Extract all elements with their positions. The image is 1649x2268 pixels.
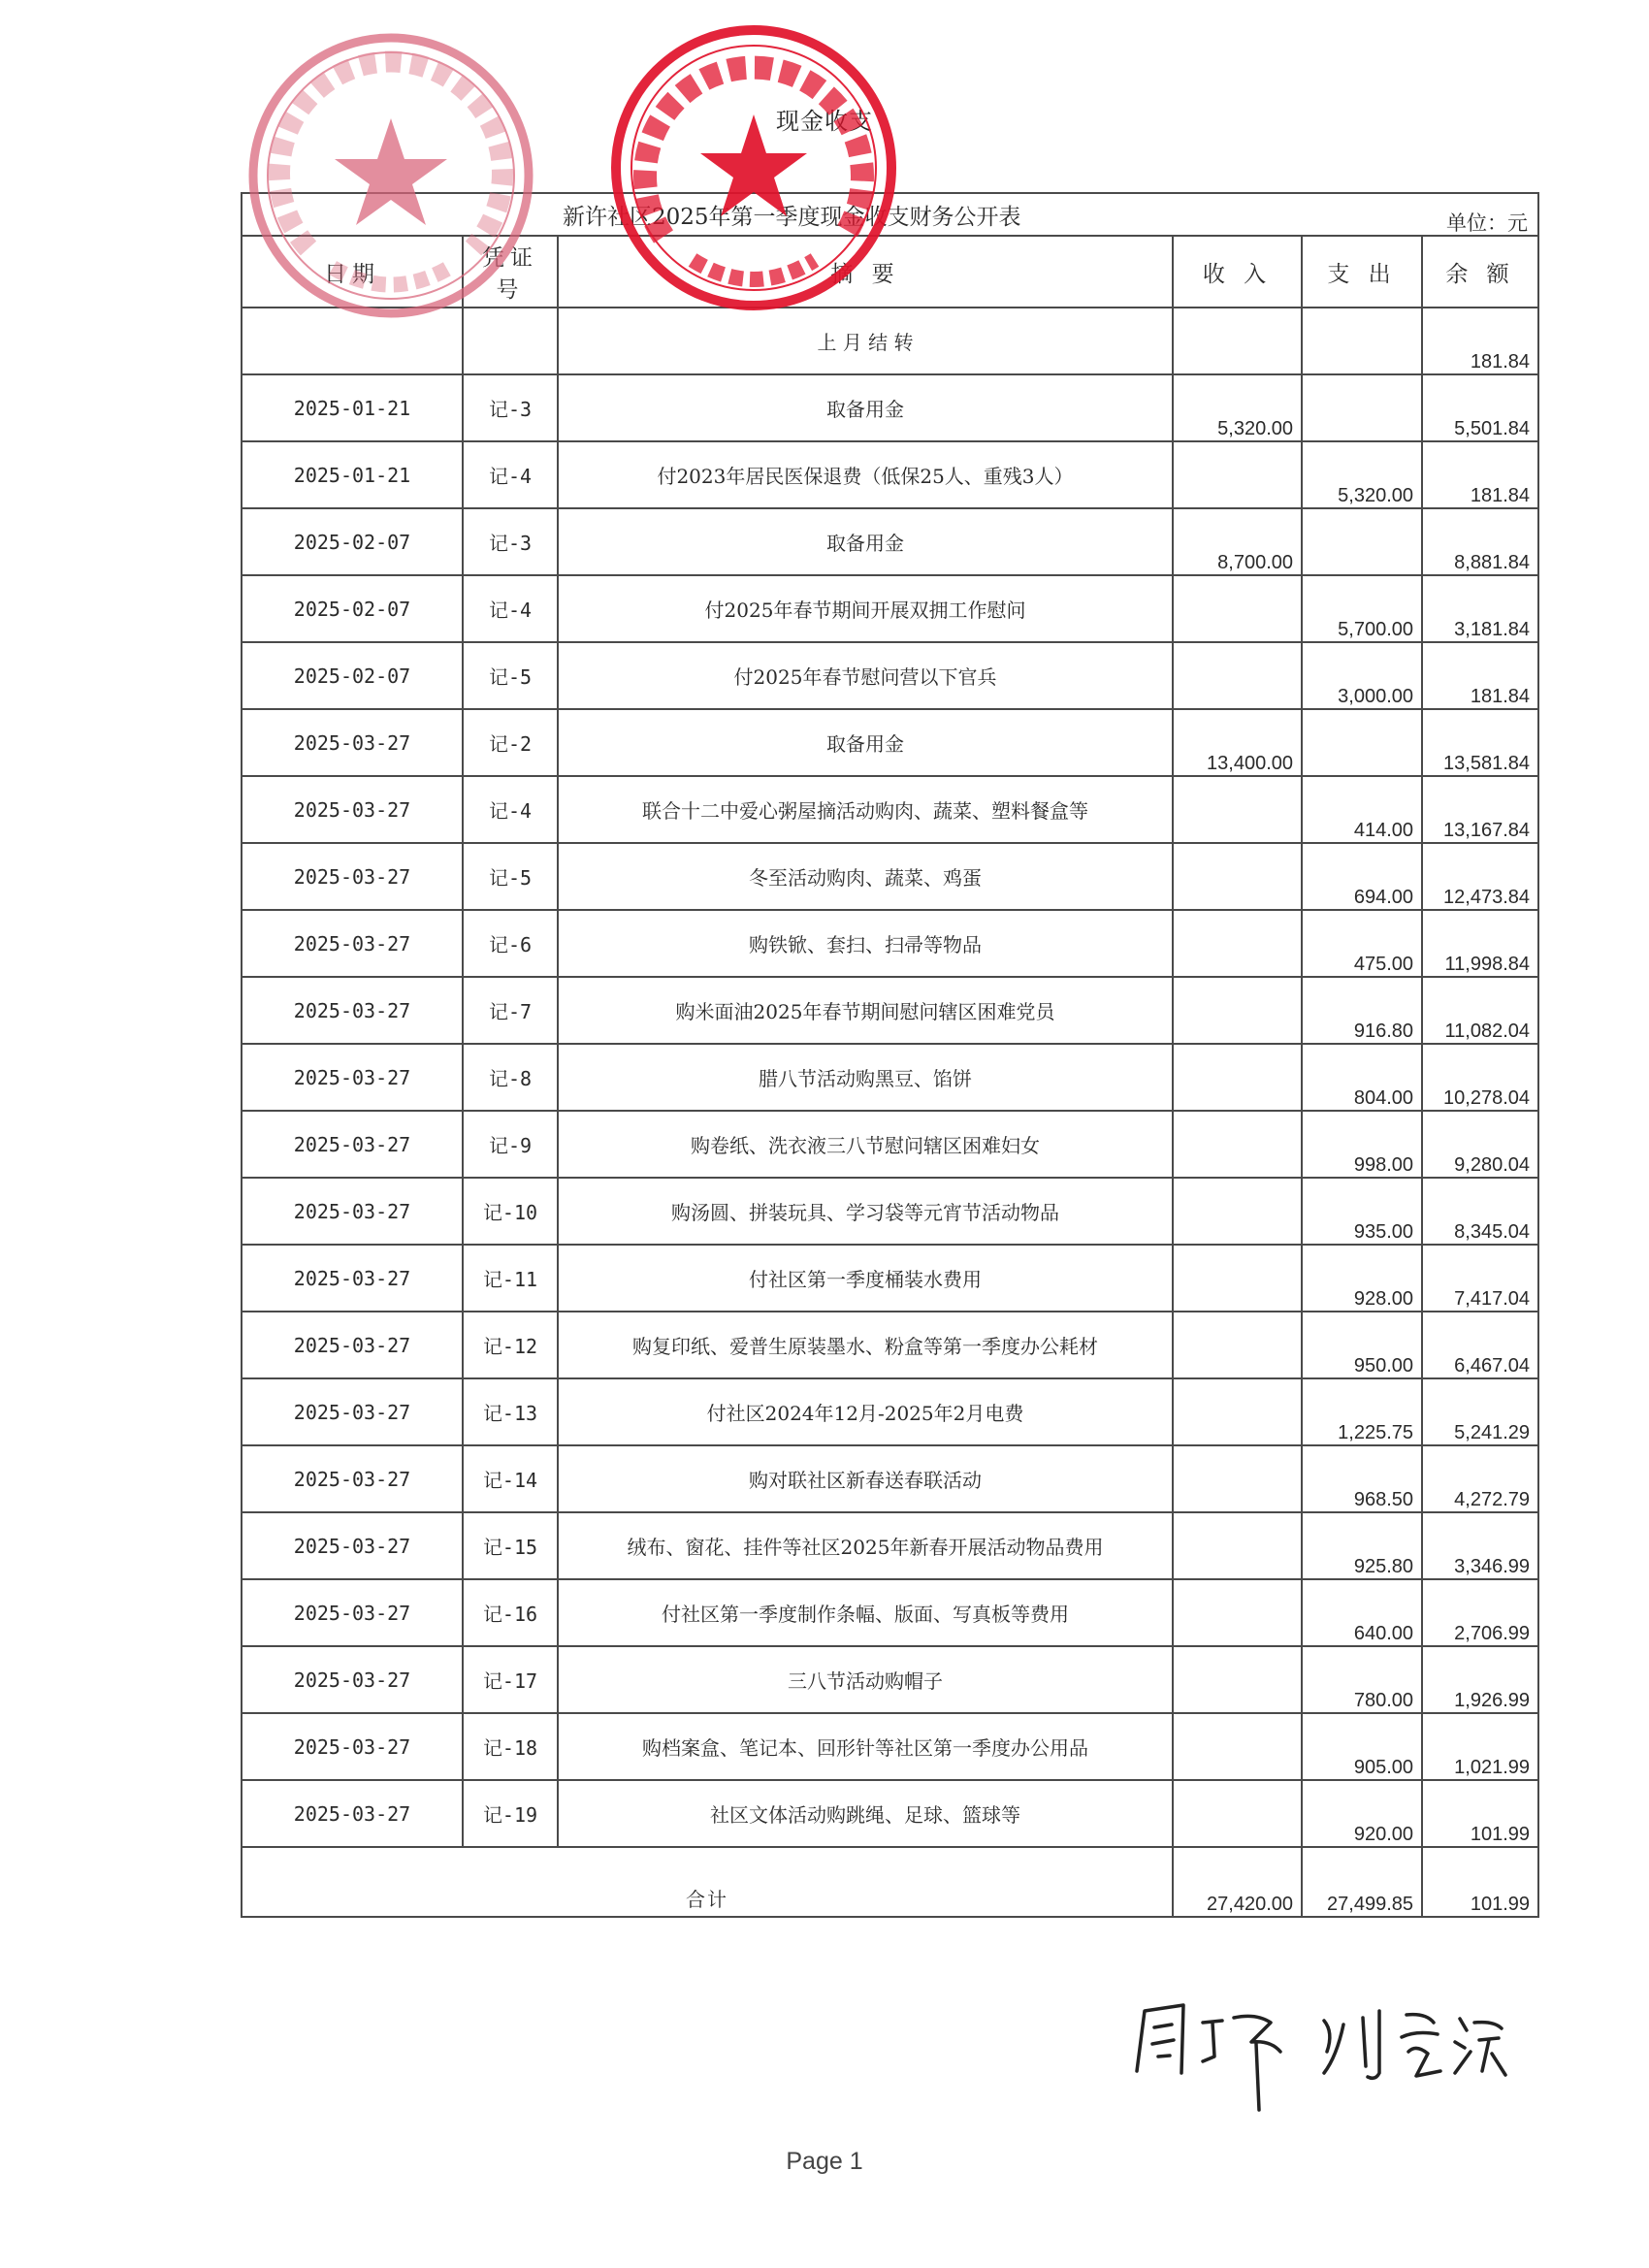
cell-income [1173, 1713, 1302, 1780]
cell-expense: 414.00 [1302, 776, 1422, 843]
cell-income [1173, 642, 1302, 709]
table-row [242, 1512, 1538, 1579]
cell-expense: 920.00 [1302, 1780, 1422, 1847]
table-row [242, 1646, 1538, 1713]
total-balance: 101.99 [1422, 1847, 1538, 1917]
cell-income [1173, 1178, 1302, 1245]
table-row [242, 1178, 1538, 1245]
cell-expense: 694.00 [1302, 843, 1422, 910]
cell-balance: 11,082.04 [1422, 977, 1538, 1044]
cell-balance: 13,167.84 [1422, 776, 1538, 843]
cell-voucher: 记-14 [463, 1445, 558, 1512]
cell-summary: 购汤圆、拼装玩具、学习袋等元宵节活动物品 [558, 1178, 1173, 1245]
cell-voucher: 记-13 [463, 1378, 558, 1445]
cell-balance: 181.84 [1422, 441, 1538, 508]
cell-voucher: 记-16 [463, 1579, 558, 1646]
cell-income [1173, 1579, 1302, 1646]
cell-summary: 购米面油2025年春节期间慰问辖区困难党员 [558, 977, 1173, 1044]
table-row [242, 843, 1538, 910]
table-row [242, 1445, 1538, 1512]
cell-expense: 3,000.00 [1302, 642, 1422, 709]
cell-balance: 4,272.79 [1422, 1445, 1538, 1512]
cell-date: 2025-03-27 [242, 1378, 463, 1445]
cell-balance: 12,473.84 [1422, 843, 1538, 910]
cell-income [1173, 1512, 1302, 1579]
cell-summary: 社区文体活动购跳绳、足球、篮球等 [558, 1780, 1173, 1847]
cell-voucher: 记-4 [463, 575, 558, 642]
cell-date: 2025-03-27 [242, 1044, 463, 1111]
cell-summary: 购对联社区新春送春联活动 [558, 1445, 1173, 1512]
cell-income [1173, 1445, 1302, 1512]
table-title: 新许社区2025年第一季度现金收支财务公开表 [242, 193, 1538, 236]
cell-date: 2025-03-27 [242, 843, 463, 910]
cell-voucher: 记-3 [463, 508, 558, 575]
cell-balance: 2,706.99 [1422, 1579, 1538, 1646]
cell-date: 2025-02-07 [242, 642, 463, 709]
cell-expense: 640.00 [1302, 1579, 1422, 1646]
document-heading: 现金收支 [776, 108, 873, 135]
cell-expense [1302, 308, 1422, 374]
cell-income [1173, 977, 1302, 1044]
cell-voucher: 记-4 [463, 441, 558, 508]
cell-date: 2025-03-27 [242, 1780, 463, 1847]
total-income: 27,420.00 [1173, 1847, 1302, 1917]
cell-date: 2025-01-21 [242, 441, 463, 508]
cell-expense: 916.80 [1302, 977, 1422, 1044]
cell-balance: 8,345.04 [1422, 1178, 1538, 1245]
cell-voucher: 记-7 [463, 977, 558, 1044]
table-row [242, 709, 1538, 776]
cell-voucher: 记-2 [463, 709, 558, 776]
cell-voucher: 记-10 [463, 1178, 558, 1245]
table-row [242, 374, 1538, 441]
cell-expense [1302, 374, 1422, 441]
cell-summary: 付2025年春节期间开展双拥工作慰问 [558, 575, 1173, 642]
carry-forward-balance: 181.84 [1422, 308, 1538, 374]
cell-date: 2025-03-27 [242, 1245, 463, 1312]
residents-committee-seal [241, 25, 541, 326]
cell-date: 2025-03-27 [242, 1646, 463, 1713]
table-row [242, 642, 1538, 709]
cell-date: 2025-03-27 [242, 1713, 463, 1780]
cell-balance: 10,278.04 [1422, 1044, 1538, 1111]
total-expense: 27,499.85 [1302, 1847, 1422, 1917]
cell-summary: 购卷纸、洗衣液三八节慰问辖区困难妇女 [558, 1111, 1173, 1178]
cell-income [1173, 1378, 1302, 1445]
cell-voucher: 记-4 [463, 776, 558, 843]
cell-summary: 购铁锨、套扫、扫帚等物品 [558, 910, 1173, 977]
cell-date: 2025-03-27 [242, 1512, 463, 1579]
cell-summary: 取备用金 [558, 508, 1173, 575]
cell-balance: 9,280.04 [1422, 1111, 1538, 1178]
col-header-date: 日期 [242, 236, 463, 308]
cell-expense: 950.00 [1302, 1312, 1422, 1378]
table-row [242, 1245, 1538, 1312]
cell-balance: 1,926.99 [1422, 1646, 1538, 1713]
cell-income: 8,700.00 [1173, 508, 1302, 575]
cell-date: 2025-03-27 [242, 1445, 463, 1512]
cell-summary: 取备用金 [558, 709, 1173, 776]
handwritten-signatures [1125, 1984, 1513, 2129]
cell-expense: 475.00 [1302, 910, 1422, 977]
table-row [242, 575, 1538, 642]
cell-voucher: 记-15 [463, 1512, 558, 1579]
cell-voucher: 记-8 [463, 1044, 558, 1111]
cell-balance: 7,417.04 [1422, 1245, 1538, 1312]
cell-balance: 11,998.84 [1422, 910, 1538, 977]
cell-voucher: 记-5 [463, 843, 558, 910]
cell-balance: 13,581.84 [1422, 709, 1538, 776]
cell-voucher: 记-11 [463, 1245, 558, 1312]
table-row [242, 1111, 1538, 1178]
table-row [242, 441, 1538, 508]
cell-voucher: 记-12 [463, 1312, 558, 1378]
cell-date: 2025-03-27 [242, 709, 463, 776]
cell-summary: 付2023年居民医保退费（低保25人、重残3人） [558, 441, 1173, 508]
cell-voucher: 记-19 [463, 1780, 558, 1847]
cell-income: 13,400.00 [1173, 709, 1302, 776]
cell-summary: 购档案盒、笔记本、回形针等社区第一季度办公用品 [558, 1713, 1173, 1780]
cell-income [1173, 910, 1302, 977]
cell-voucher: 记-3 [463, 374, 558, 441]
table-row [242, 776, 1538, 843]
cell-expense: 928.00 [1302, 1245, 1422, 1312]
cell-date: 2025-03-27 [242, 1111, 463, 1178]
cell-balance: 5,241.29 [1422, 1378, 1538, 1445]
col-header-balance-label: 余 额 [1445, 261, 1515, 287]
cell-expense: 998.00 [1302, 1111, 1422, 1178]
cell-date: 2025-03-27 [242, 1579, 463, 1646]
cell-income [1173, 575, 1302, 642]
supervision-committee-seal [603, 17, 904, 318]
cell-summary: 取备用金 [558, 374, 1173, 441]
cell-expense: 780.00 [1302, 1646, 1422, 1713]
cell-summary: 三八节活动购帽子 [558, 1646, 1173, 1713]
cell-income [1173, 1111, 1302, 1178]
cell-balance: 3,346.99 [1422, 1512, 1538, 1579]
cell-income [1173, 776, 1302, 843]
col-header-summary: 摘 要 [558, 236, 1173, 308]
table-row [242, 1713, 1538, 1780]
cell-date: 2025-03-27 [242, 977, 463, 1044]
cell-income [1173, 843, 1302, 910]
cell-voucher: 记-5 [463, 642, 558, 709]
cell-date: 2025-03-27 [242, 776, 463, 843]
cell-summary: 购复印纸、爱普生原装墨水、粉盒等第一季度办公耗材 [558, 1312, 1173, 1378]
finance-table [241, 192, 1539, 1918]
cell-income: 5,320.00 [1173, 374, 1302, 441]
cell-date: 2025-03-27 [242, 910, 463, 977]
page-number: Page 1 [786, 2148, 863, 2175]
cell-income [1173, 1044, 1302, 1111]
cell-expense: 935.00 [1302, 1178, 1422, 1245]
cell-balance: 5,501.84 [1422, 374, 1538, 441]
cell-voucher: 记-18 [463, 1713, 558, 1780]
cell-voucher: 记-9 [463, 1111, 558, 1178]
cell-voucher: 记-6 [463, 910, 558, 977]
cell-income [1173, 1312, 1302, 1378]
cell-income [1173, 1646, 1302, 1713]
cell-expense: 804.00 [1302, 1044, 1422, 1111]
table-row [242, 1780, 1538, 1847]
cell-income [1173, 1245, 1302, 1312]
table-row [242, 1378, 1538, 1445]
cell-expense: 925.80 [1302, 1512, 1422, 1579]
total-label: 合计 [242, 1847, 1173, 1917]
col-header-voucher: 凭证号 [463, 236, 558, 308]
carry-forward-label: 上 月 结 转 [558, 308, 1173, 374]
cell-balance: 3,181.84 [1422, 575, 1538, 642]
table-row [242, 977, 1538, 1044]
cell-date: 2025-03-27 [242, 1312, 463, 1378]
cell-expense: 5,320.00 [1302, 441, 1422, 508]
cell-date: 2025-01-21 [242, 374, 463, 441]
cell-balance: 1,021.99 [1422, 1713, 1538, 1780]
cell-expense: 5,700.00 [1302, 575, 1422, 642]
cell-summary: 绒布、窗花、挂件等社区2025年新春开展活动物品费用 [558, 1512, 1173, 1579]
cell-expense: 968.50 [1302, 1445, 1422, 1512]
cell-income [1173, 441, 1302, 508]
cell-voucher: 记-17 [463, 1646, 558, 1713]
cell-balance: 181.84 [1422, 642, 1538, 709]
cell-date: 2025-02-07 [242, 575, 463, 642]
cell-summary: 付2025年春节慰问营以下官兵 [558, 642, 1173, 709]
cell-expense: 1,225.75 [1302, 1378, 1422, 1445]
cell-summary: 冬至活动购肉、蔬菜、鸡蛋 [558, 843, 1173, 910]
total-row [242, 1847, 1538, 1917]
cell-expense [1302, 709, 1422, 776]
unit-label: 单位：元 [1446, 211, 1529, 235]
cell-date: 2025-03-27 [242, 1178, 463, 1245]
col-header-expense: 支 出 [1302, 236, 1422, 308]
cell-summary: 付社区第一季度制作条幅、版面、写真板等费用 [558, 1579, 1173, 1646]
cell-summary: 付社区第一季度桶装水费用 [558, 1245, 1173, 1312]
cell-income [1173, 1780, 1302, 1847]
cell-balance: 101.99 [1422, 1780, 1538, 1847]
cell-balance: 8,881.84 [1422, 508, 1538, 575]
cell-expense [1302, 508, 1422, 575]
cell-expense: 905.00 [1302, 1713, 1422, 1780]
table-row [242, 1044, 1538, 1111]
cell-date: 2025-02-07 [242, 508, 463, 575]
col-header-balance [1422, 211, 1538, 308]
cell-income [1173, 308, 1302, 374]
cell-summary: 付社区2024年12月-2025年2月电费 [558, 1378, 1173, 1445]
cell-summary: 联合十二中爱心粥屋摘活动购肉、蔬菜、塑料餐盒等 [558, 776, 1173, 843]
table-row [242, 508, 1538, 575]
col-header-income: 收 入 [1173, 236, 1302, 308]
table-row [242, 1312, 1538, 1378]
cell-balance: 6,467.04 [1422, 1312, 1538, 1378]
cell-summary: 腊八节活动购黑豆、馅饼 [558, 1044, 1173, 1111]
table-row [242, 910, 1538, 977]
table-row [242, 1579, 1538, 1646]
